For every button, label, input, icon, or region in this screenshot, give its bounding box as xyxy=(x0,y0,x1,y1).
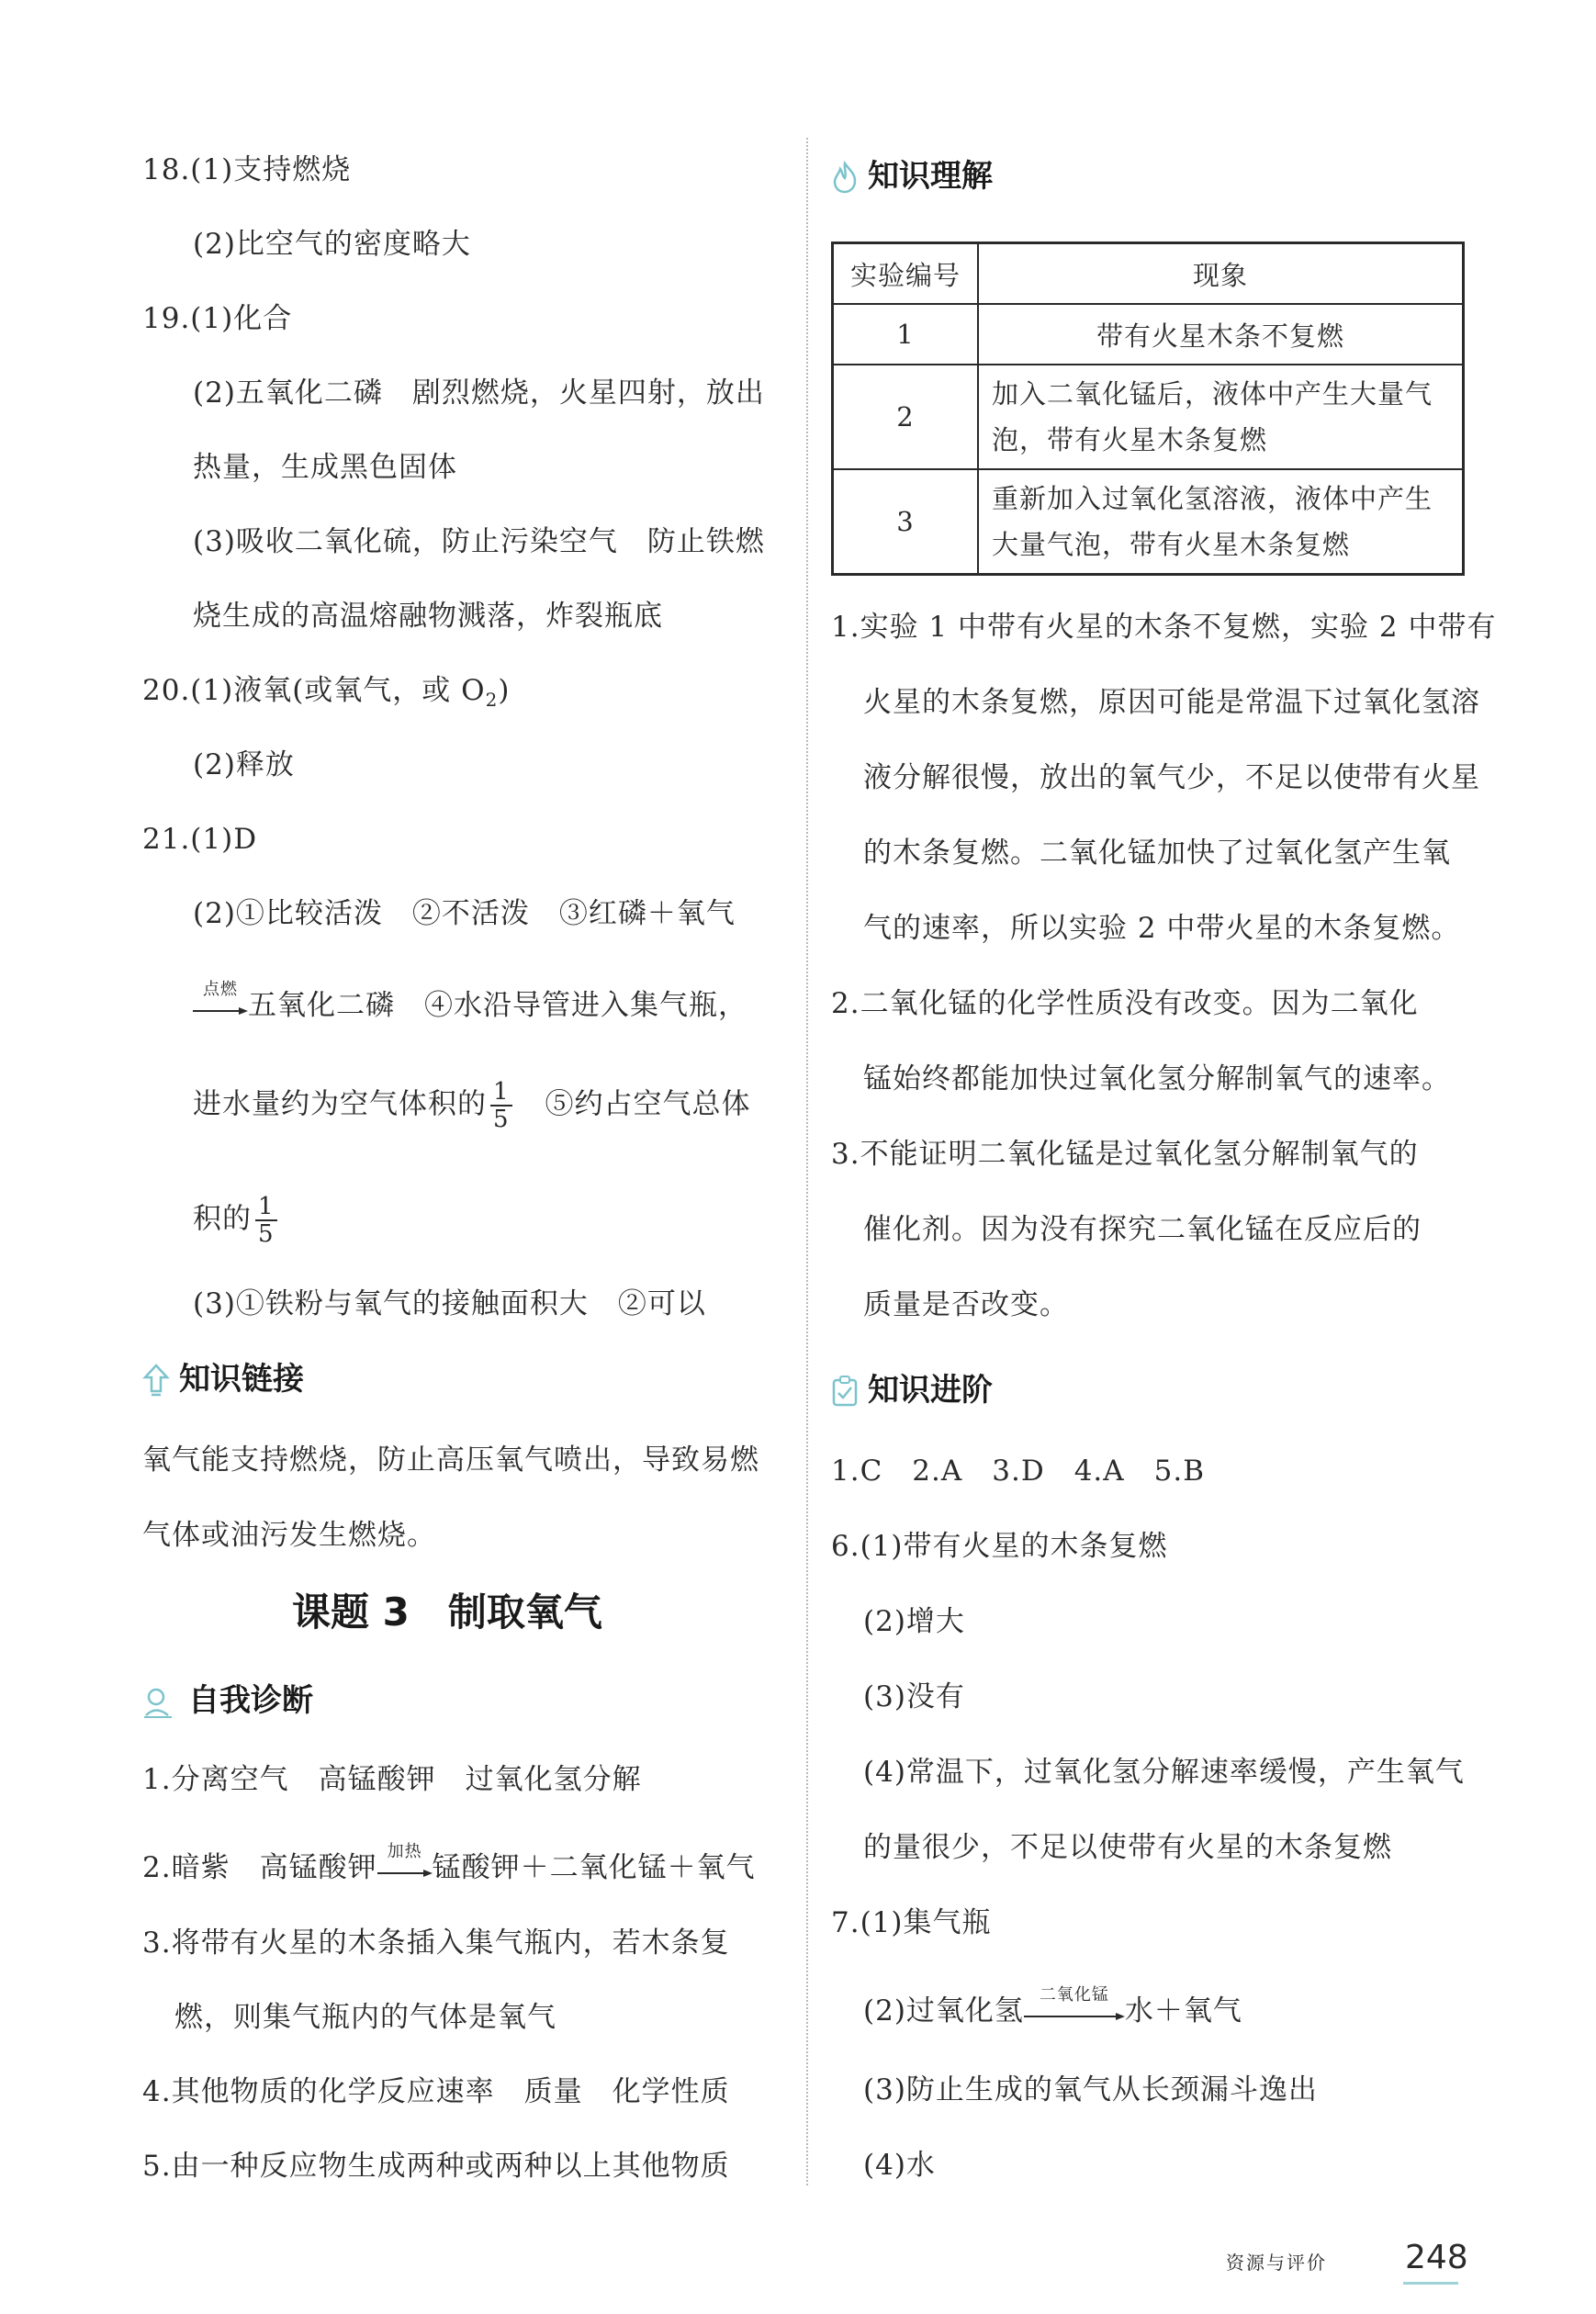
answer-21-2-line3 xyxy=(193,1079,751,1132)
understanding-1-line2: 火星的木条复燃，原因可能是常温下过氧化氢溶 xyxy=(863,686,1480,719)
column-divider xyxy=(806,138,808,2185)
footer-accent-bar xyxy=(1403,2282,1458,2285)
lesson-title: 课题 3 制取氧气 xyxy=(292,1589,602,1634)
answer-21-2-line3-text: 进水量约为空气体积的 xyxy=(193,1087,487,1121)
table-cell-line: 泡，带有火星木条复燃 xyxy=(992,424,1268,455)
diagnosis-4: 4.其他物质的化学反应速率 质量 化学性质 xyxy=(142,2075,730,2108)
section-title-understanding: 知识理解 xyxy=(868,158,993,195)
fraction-one-fifth xyxy=(490,1079,512,1132)
reaction-arrow xyxy=(1024,1984,1125,2027)
answer-21-1: 21.(1)D xyxy=(142,823,258,856)
diagnosis-2 xyxy=(142,1841,756,1886)
answer-18-1: 18.(1)支持燃烧 xyxy=(142,153,352,186)
reaction-arrow xyxy=(377,1841,433,1883)
answer-20-1 xyxy=(142,672,510,718)
table-row xyxy=(833,365,1464,469)
table-row xyxy=(833,469,1464,575)
diagnosis-2-text: 2.暗紫 高锰酸钾 xyxy=(142,1851,377,1884)
section-title-self-diagnosis: 自我诊断 xyxy=(188,1682,313,1719)
answer-21-2-line3-after: ⑤约占空气总体 xyxy=(545,1087,751,1121)
answer-19-2-line2: 热量，生成黑色固体 xyxy=(193,451,457,484)
advanced-1-5: 1.C 2.A 3.D 4.A 5.B xyxy=(831,1455,1206,1488)
understanding-3-line1: 3.不能证明二氧化锰是过氧化氢分解制氧气的 xyxy=(831,1138,1419,1171)
knowledge-link-line1: 氧气能支持燃烧，防止高压氧气喷出，导致易燃 xyxy=(142,1443,759,1477)
advanced-6-4-line1: (4)常温下，过氧化氢分解速率缓慢，产生氧气 xyxy=(863,1756,1465,1789)
understanding-2-line2: 锰始终都能加快过氧化氢分解制氧气的速率。 xyxy=(863,1062,1451,1095)
answer-19-2-line1: (2)五氧化二磷 剧烈燃烧，火星四射，放出 xyxy=(193,376,765,410)
diagnosis-2-products: 锰酸钾＋二氧化锰＋氧气 xyxy=(432,1851,756,1884)
table-row xyxy=(833,304,1464,365)
page-number: 248 xyxy=(1405,2239,1468,2276)
reaction-condition: 二氧化锰 xyxy=(1039,1984,1109,2005)
answer-21-2-line4 xyxy=(193,1194,281,1247)
table-cell-phenomenon: 带有火星木条不复燃 xyxy=(978,304,1464,365)
advanced-6-3: (3)没有 xyxy=(863,1680,965,1713)
answer-19-3-line1: (3)吸收二氧化硫，防止污染空气 防止铁燃 xyxy=(193,525,765,558)
experiment-table xyxy=(831,242,1465,576)
diagnosis-5: 5.由一种反应物生成两种或两种以上其他物质 xyxy=(142,2150,730,2183)
reaction-condition: 点燃 xyxy=(203,979,238,999)
answer-21-2-line2 xyxy=(193,979,747,1024)
table-cell-phenomenon xyxy=(978,469,1464,575)
advanced-6-4-line2: 的量很少，不足以使带有火星的木条复燃 xyxy=(863,1831,1392,1864)
section-title-advanced: 知识进阶 xyxy=(868,1372,993,1409)
table-cell-phenomenon xyxy=(978,365,1464,469)
table-header-row xyxy=(833,243,1464,305)
fraction-numerator: 1 xyxy=(490,1079,512,1106)
advanced-7-2 xyxy=(863,1984,1242,2029)
answer-20-1-close: ) xyxy=(498,674,511,707)
answer-19-1: 19.(1)化合 xyxy=(142,302,293,335)
advanced-7-2-products: 水＋氧气 xyxy=(1124,1994,1242,2028)
understanding-1-line4: 的木条复燃。二氧化锰加快了过氧化氢产生氧 xyxy=(863,837,1451,870)
understanding-2-line1: 2.二氧化锰的化学性质没有改变。因为二氧化 xyxy=(831,987,1419,1020)
answer-21-2-line1: (2)①比较活泼 ②不活泼 ③红磷＋氧气 xyxy=(193,897,736,930)
table-cell-no: 2 xyxy=(833,365,979,469)
fraction-numerator: 1 xyxy=(255,1194,277,1221)
advanced-7-1: 7.(1)集气瓶 xyxy=(831,1906,992,1939)
table-cell-line: 重新加入过氧化氢溶液，液体中产生 xyxy=(992,483,1433,514)
diagnosis-1: 1.分离空气 高锰酸钾 过氧化氢分解 xyxy=(142,1763,642,1796)
table-cell-line: 加入二氧化锰后，液体中产生大量气 xyxy=(992,378,1433,410)
table-header-cell: 实验编号 xyxy=(833,243,979,305)
advanced-6-1: 6.(1)带有火星的木条复燃 xyxy=(831,1530,1168,1563)
understanding-1-line5: 气的速率，所以实验 2 中带火星的木条复燃。 xyxy=(863,912,1461,945)
table-cell-line: 大量气泡，带有火星木条复燃 xyxy=(992,529,1351,560)
fraction-denominator: 5 xyxy=(258,1220,275,1248)
advanced-7-3: (3)防止生成的氧气从长颈漏斗逸出 xyxy=(863,2073,1318,2106)
answer-18-2: (2)比空气的密度略大 xyxy=(193,228,471,261)
advanced-7-4: (4)水 xyxy=(863,2149,936,2182)
answer-20-2: (2)释放 xyxy=(193,748,295,781)
reaction-arrow xyxy=(193,979,248,1021)
answer-21-2-line4-text: 积的 xyxy=(193,1202,252,1236)
checklist-icon xyxy=(831,1375,859,1408)
understanding-1-line3: 液分解很慢，放出的氧气少，不足以使带有火星 xyxy=(863,761,1480,794)
table-cell-no: 3 xyxy=(833,469,979,575)
reaction-condition: 加热 xyxy=(387,1841,422,1861)
understanding-3-line2: 催化剂。因为没有探究二氧化锰在反应后的 xyxy=(863,1213,1422,1246)
answer-19-3-line2: 烧生成的高温熔融物溅落，炸裂瓶底 xyxy=(193,600,663,633)
advanced-6-2: (2)增大 xyxy=(863,1605,965,1638)
diagnosis-3-line1: 3.将带有火星的木条插入集气瓶内，若木条复 xyxy=(142,1926,730,1960)
advanced-7-2-text: (2)过氧化氢 xyxy=(863,1994,1024,2028)
answer-21-2-line2-text: 五氧化二磷 ④水沿导管进入集气瓶， xyxy=(248,989,747,1022)
subscript-2: 2 xyxy=(485,689,499,712)
understanding-3-line3: 质量是否改变。 xyxy=(863,1288,1069,1321)
section-title-knowledge-link: 知识链接 xyxy=(179,1361,304,1398)
flame-icon xyxy=(831,161,859,194)
table-header-cell: 现象 xyxy=(978,243,1464,305)
fraction-denominator: 5 xyxy=(493,1106,510,1133)
magnifier-person-icon xyxy=(142,1685,170,1718)
fraction-one-fifth xyxy=(255,1194,277,1247)
answer-20-1-text: 20.(1)液氧(或氧气，或 O xyxy=(142,674,486,707)
knowledge-link-line2: 气体或油污发生燃烧。 xyxy=(142,1519,436,1552)
understanding-1-line1: 1.实验 1 中带有火星的木条不复燃，实验 2 中带有 xyxy=(831,611,1497,644)
answer-21-3: (3)①铁粉与氧气的接触面积大 ②可以 xyxy=(193,1287,706,1320)
footer-label: 资源与评价 xyxy=(1226,2252,1327,2274)
diagnosis-3-line2: 燃，则集气瓶内的气体是氧气 xyxy=(174,2001,556,2034)
table-cell-no: 1 xyxy=(833,304,979,365)
lightbulb-arrow-icon xyxy=(142,1364,170,1397)
